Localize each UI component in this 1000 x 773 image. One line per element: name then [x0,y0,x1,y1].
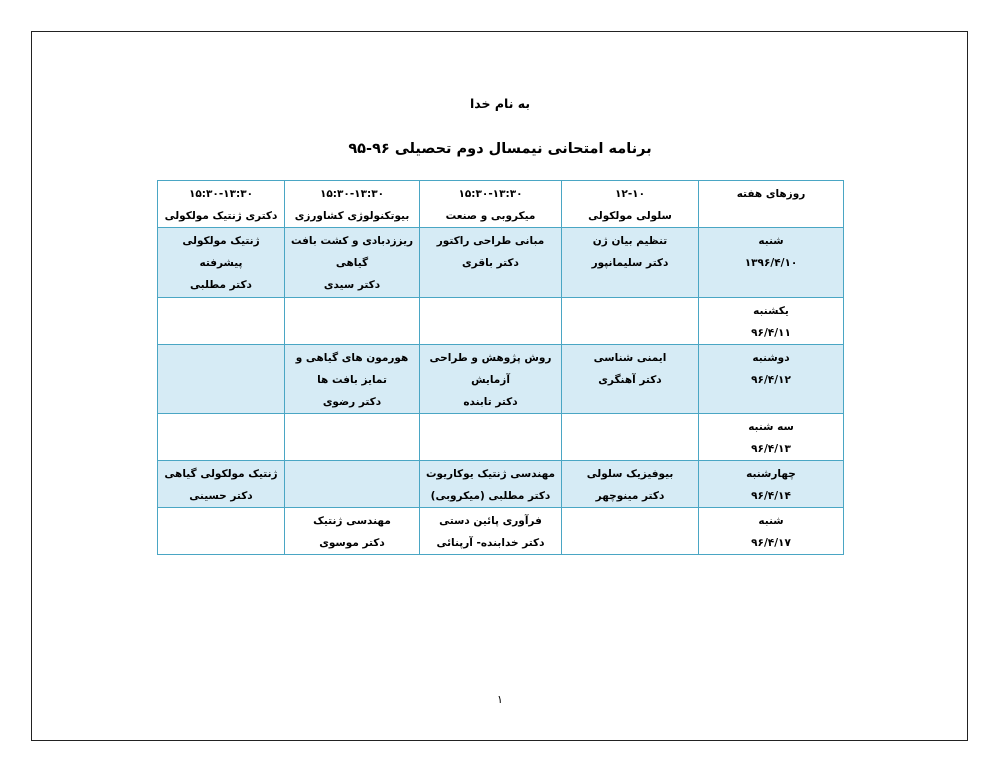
cell-text-line: ژنتیک مولکولی [182,235,260,247]
exam-cell [285,414,420,461]
cell-text-line: دکتری ژنتیک مولکولی [164,210,278,222]
cell-text-line: تنظیم بیان ژن [592,235,668,247]
cell-text-line: ۹۶/۴/۱۳ [751,443,791,455]
cell-text-line: ۹۶/۴/۱۱ [751,327,791,339]
cell-text-line: روش پژوهش و طراحی [429,352,552,364]
table-row [158,508,844,555]
cell-text-line: دکتر باقری [462,257,519,269]
cell-text-line: بیوتکنولوژی کشاورزی [294,210,410,222]
exam-cell [158,228,285,298]
exam-cell [285,345,420,414]
exam-cell [285,461,420,508]
exam-cell [420,414,562,461]
column-header-weekday [699,181,844,228]
cell-text-line: دکتر موسوی [319,537,385,549]
table-row [158,461,844,508]
column-header-cell-molecular [562,181,699,228]
cell-text-line: دکتر آهنگری [598,374,662,386]
cell-text-line: هورمون های گیاهی و [295,352,409,364]
cell-text-line: ۹۶/۴/۱۴ [751,490,791,502]
cell-text-line: دکتر سلیمانپور [591,257,669,269]
cell-text-line: بیوفیزیک سلولی [586,468,674,480]
cell-text-line: ۱۲-۱۰ [615,188,645,200]
cell-text-line: دکتر خدابنده- آرپنائی [436,537,545,549]
exam-cell [420,298,562,345]
day-cell [699,508,844,555]
cell-text-line: دکتر تابنده [463,396,518,408]
cell-text-line: دکتر حسینی [189,490,253,502]
cell-text-line: مبانی طراحی راکتور [436,235,545,247]
day-cell [699,298,844,345]
cell-text-line: دکتر مطلبی (میکروبی) [430,490,551,502]
cell-text-line: آزمایش [471,374,510,386]
cell-text-line: دکتر سیدی [323,279,381,291]
exam-cell [158,508,285,555]
exam-cell [562,414,699,461]
exam-cell [562,228,699,298]
document-title: برنامه امتحانی نیمسال دوم تحصیلی ۹۶-۹۵ [348,141,652,157]
exam-cell [285,508,420,555]
day-cell [699,228,844,298]
cell-text-line: سلولی مولکولی [588,210,672,222]
exam-cell [285,298,420,345]
cell-text-line: ۱۵:۳۰-۱۳:۳۰ [458,188,523,200]
cell-text-line: ۹۶/۴/۱۲ [751,374,791,386]
cell-text-line: ایمنی شناسی [593,352,667,364]
exam-cell [562,298,699,345]
cell-text-line: دکتر مطلبی [190,279,252,291]
exam-cell [562,345,699,414]
cell-text-line: مهندسی ژنتیک [313,515,391,527]
exam-cell [562,508,699,555]
exam-cell [158,345,285,414]
table-row [158,228,844,298]
exam-schedule-table [157,180,844,555]
cell-text-line: سه شنبه [748,421,794,433]
exam-cell [562,461,699,508]
cell-text-line: دکتر مینوچهر [595,490,665,502]
exam-cell [420,228,562,298]
cell-text-line: شنبه [758,235,784,247]
column-header-microbial-industrial [420,181,562,228]
cell-text-line: ۹۶/۴/۱۷ [751,537,791,549]
exam-cell [158,414,285,461]
bismillah-heading: به نام خدا [469,96,531,111]
cell-text-line: مهندسی ژنتیک یوکاریوت [425,468,556,480]
exam-cell [420,345,562,414]
cell-text-line: ریززدبادی و کشت بافت [290,235,414,247]
cell-text-line: دوشنبه [752,352,790,364]
cell-text-line: ۱۳۹۶/۴/۱۰ [744,257,798,269]
cell-text-line: چهارشنبه [746,468,796,480]
cell-text-line: ژنتیک مولکولی گیاهی [164,468,278,480]
table-row [158,345,844,414]
cell-text-line: یکشنبه [753,305,789,317]
cell-text-line: ۱۵:۳۰-۱۳:۳۰ [319,188,385,200]
cell-text-line: روزهای هفته [736,188,806,200]
exam-cell [158,298,285,345]
cell-text-line: میکروبی و صنعت [445,210,536,222]
day-cell [699,461,844,508]
exam-cell [420,508,562,555]
cell-text-line: گیاهی [335,257,369,269]
cell-text-line: دکتر رضوی [322,396,382,408]
table-header-row [158,181,844,228]
page-number: ۱ [497,693,503,706]
cell-text-line: شنبه [758,515,784,527]
exam-cell [420,461,562,508]
cell-text-line: فرآوری پائین دستی [439,515,542,527]
column-header-phd-molecular-genetics [158,181,285,228]
cell-text-line: ۱۵:۳۰-۱۳:۳۰ [188,188,254,200]
exam-cell [285,228,420,298]
cell-text-line: تمایز بافت ها [317,374,387,386]
column-header-agri-biotech [285,181,420,228]
day-cell [699,345,844,414]
table-row [158,414,844,461]
exam-cell [158,461,285,508]
cell-text-line: پیشرفته [199,257,243,269]
table-row [158,298,844,345]
day-cell [699,414,844,461]
